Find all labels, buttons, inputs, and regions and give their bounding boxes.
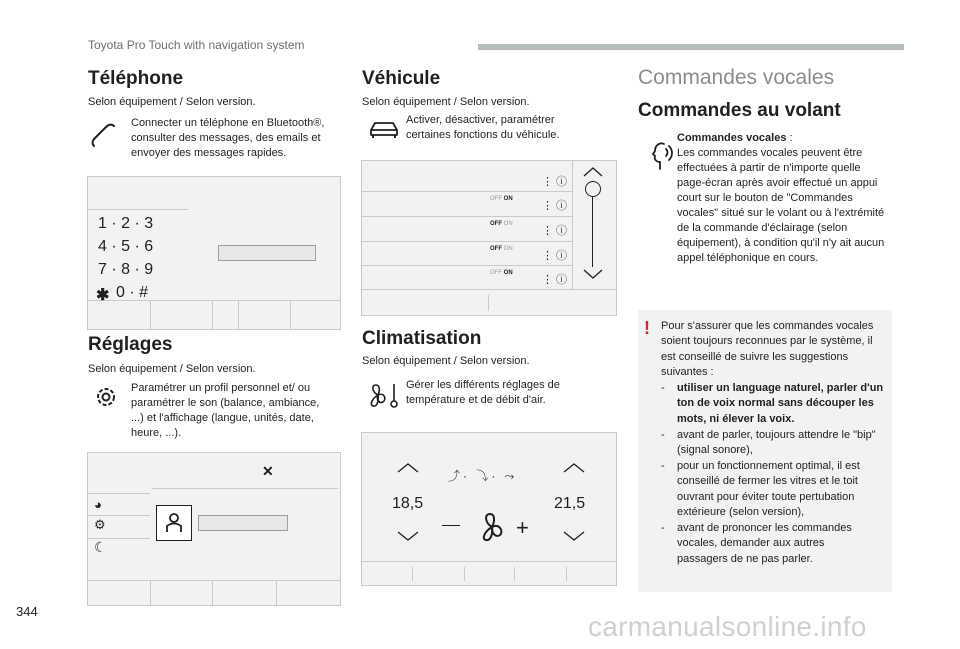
car-icon xyxy=(368,118,400,147)
toggle-2[interactable]: OFF ON xyxy=(490,221,513,227)
temp-left-down-icon[interactable] xyxy=(396,529,420,547)
info-icon[interactable]: ⋮ ⓘ xyxy=(542,274,568,286)
telephone-subtitle: Selon équipement / Selon version. xyxy=(88,96,256,108)
voice-bullet-1: utiliser un language naturel, parler d'un ton de voix normal sans découper les mots, ni élever la voix. xyxy=(677,382,884,425)
climate-subtitle: Selon équipement / Selon version. xyxy=(362,355,530,367)
warning-icon: ! xyxy=(644,318,650,338)
bullet-dash: - xyxy=(661,522,665,534)
settings-subtitle: Selon équipement / Selon version. xyxy=(88,363,256,375)
phone-handset-icon xyxy=(88,120,120,157)
voice-label-suffix: : xyxy=(786,132,793,144)
voice-section-title: Commandes vocales xyxy=(638,66,835,89)
bullet-dash: - xyxy=(661,429,665,441)
voice-bullet-4: avant de prononcer les commandes vocales, demander aux autres passagers de ne pas parler. xyxy=(677,522,852,565)
info-icon[interactable]: ⋮ ⓘ xyxy=(542,250,568,262)
fan-thermometer-icon xyxy=(366,380,402,415)
vehicle-description: Activer, désactiver, paramétrer certaines fonctions du véhicule. xyxy=(406,114,560,141)
bullet-dash: - xyxy=(661,460,665,472)
toggle-1[interactable]: OFF ON xyxy=(490,196,513,202)
telephone-title: Téléphone xyxy=(88,68,184,89)
number-input[interactable] xyxy=(218,245,316,261)
keypad-row-4[interactable]: 0 · # xyxy=(116,284,149,301)
fan-speed-icon[interactable] xyxy=(476,511,508,548)
toggle-3[interactable]: OFF ON xyxy=(490,246,513,252)
profile-name-field[interactable] xyxy=(198,515,288,531)
close-icon[interactable]: ✕ xyxy=(262,463,274,479)
bullet-dash: - xyxy=(661,382,665,394)
voice-bullet-2: avant de parler, toujours attendre le "bip" (signal sonore), xyxy=(677,429,876,457)
moon-icon[interactable]: ☾ xyxy=(94,539,107,555)
voice-subtitle: Commandes au volant xyxy=(638,100,841,121)
climate-title: Climatisation xyxy=(362,328,482,349)
gear-icon xyxy=(93,384,119,415)
telephone-description: Connecter un téléphone en Bluetooth®, consulter des messages, des emails et envoyer des messages rapides. xyxy=(131,117,325,159)
scroll-position-indicator[interactable] xyxy=(585,181,601,197)
telephone-screen xyxy=(87,176,341,330)
temp-right-down-icon[interactable] xyxy=(562,529,586,547)
temp-right-value: 21,5 xyxy=(554,495,586,512)
climate-description: Gérer les différents réglages de température et de débit d'air. xyxy=(406,379,560,406)
voice-label: Commandes vocales xyxy=(677,132,787,144)
asterisk-icon[interactable]: ✱ xyxy=(96,287,110,304)
vehicle-subtitle: Selon équipement / Selon version. xyxy=(362,96,530,108)
temp-left-value: 18,5 xyxy=(392,495,424,512)
header-rule xyxy=(478,44,904,50)
profile-icon[interactable] xyxy=(156,505,192,541)
page-number: 344 xyxy=(16,604,38,619)
voice-note-box xyxy=(638,310,892,592)
vehicle-screen xyxy=(361,160,617,316)
temp-left-up-icon[interactable] xyxy=(396,461,420,479)
air-distribution-icon[interactable]: ⤴· ⤵· ⤳ xyxy=(448,469,518,483)
info-icon[interactable]: ⋮ ⓘ xyxy=(542,225,568,237)
info-icon[interactable]: ⋮ ⓘ xyxy=(542,200,568,212)
keypad-row-2[interactable]: 4 · 5 · 6 xyxy=(98,238,154,255)
scroll-down-icon[interactable] xyxy=(582,267,604,285)
keypad-row-3[interactable]: 7 · 8 · 9 xyxy=(98,261,154,278)
settings-title: Réglages xyxy=(88,334,173,355)
fan-increase-icon[interactable]: + xyxy=(516,515,529,540)
toggle-4[interactable]: OFF ON xyxy=(490,270,513,276)
voice-command-icon xyxy=(646,139,676,178)
running-header: Toyota Pro Touch with navigation system xyxy=(88,38,305,52)
keypad-row-1[interactable]: 1 · 2 · 3 xyxy=(98,215,154,232)
settings-screen xyxy=(87,452,341,606)
settings-description: Paramétrer un profil personnel et/ ou paramétrer le son (balance, ambiance, ...) et l'affichage (langue, unités, date, heure, ...). xyxy=(131,382,320,439)
temp-right-up-icon[interactable] xyxy=(562,461,586,479)
voice-description xyxy=(677,131,889,266)
palette-icon[interactable]: ◕ xyxy=(94,497,102,512)
vehicle-title: Véhicule xyxy=(362,68,441,89)
climate-screen xyxy=(361,432,617,586)
voice-note-intro: Pour s'assurer que les commandes vocales soient toujours reconnues par le système, il est conseillé de suivre les suggestions suivantes : xyxy=(661,320,874,378)
watermark: carmanualsonline.info xyxy=(588,611,867,642)
fan-decrease-icon[interactable] xyxy=(442,525,460,526)
info-icon[interactable]: ⋮ ⓘ xyxy=(542,176,568,188)
voice-bullet-3: pour un fonctionnement optimal, il est conseillé de fermer les vitres et le toit ouvrant pour éviter toute pertubation extérieure (selon version), xyxy=(677,460,860,518)
voice-description-text: Les commandes vocales peuvent être effectuées à partir de n'importe quelle page-écran après avoir effectué un appui court sur le bouton de "Commandes vocales" situé sur le volant ou à l'extrémité de la commande d'éclairage (selon équipement), à condition qu'il n'y ait aucun appel téléphonique en cours. xyxy=(677,147,885,264)
sound-settings-icon[interactable]: ⚙ xyxy=(94,517,106,532)
